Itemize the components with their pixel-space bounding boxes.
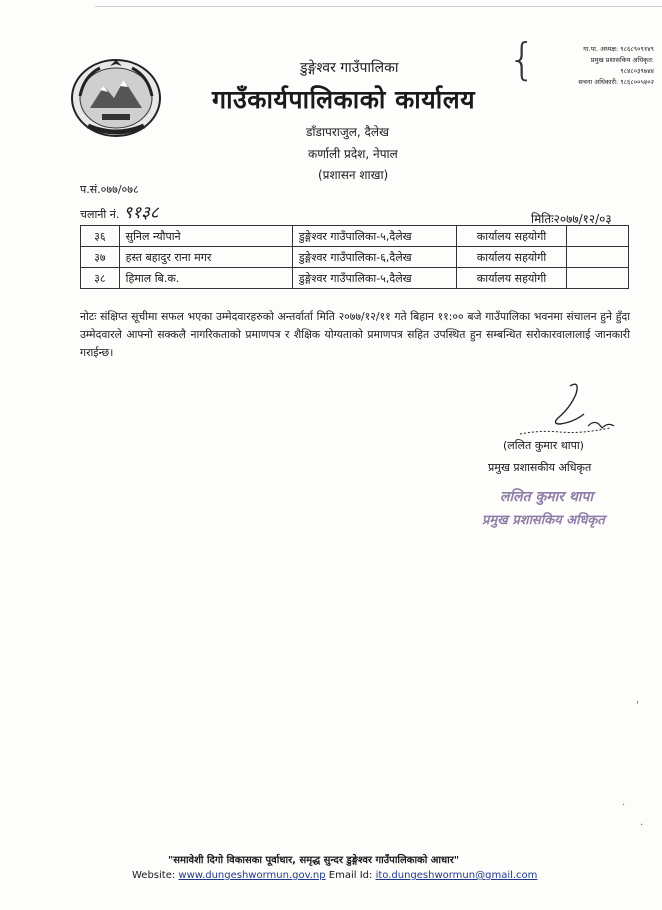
post-cell: कार्यालय सहयोगी	[456, 268, 566, 289]
footer-slogan: "समावेशी दिगो विकासका पूर्वाधार, समृद्ध सुन्दर डुङ्गेश्वर गाउँपालिकाको आधार"	[168, 855, 460, 866]
table-row	[81, 247, 629, 268]
contact-brace: {	[508, 34, 536, 85]
email-link[interactable]: ito.dungeshwormun@gmail.com	[375, 870, 538, 881]
table-row	[81, 226, 629, 247]
email-label: Email Id:	[328, 870, 373, 881]
table-row	[81, 268, 629, 289]
dispatch-handwritten-number: ९१३८	[123, 203, 159, 223]
serial-cell: ३६	[81, 226, 120, 247]
serial-cell: ३८	[81, 268, 120, 289]
footer-contact	[132, 870, 537, 881]
address-cell: डुङ्गेश्वर गाउँपालिका-५,दैलेख	[292, 268, 456, 289]
contact-line: सचना अधिकारी: ९८६८००५४०२	[578, 78, 654, 86]
reference-number: प.सं.०७७/०७८	[80, 183, 139, 196]
contact-block	[522, 44, 654, 88]
address-cell: डुङ्गेश्वर गाउँपालिका-६,दैलेख	[292, 247, 456, 268]
empty-cell	[567, 268, 629, 289]
name-cell: सुनिल न्यौपाने	[119, 226, 292, 247]
municipality-name: डुङ्गेश्वर गाउँपालिका	[300, 60, 399, 76]
notice-paragraph: नोटः संक्षिप्त सूचीमा सफल भएका उम्मेदवारहरुको अन्तर्वार्ता मिति २०७७/१२/११ गते बिहान ११:०० बजे गाउँपालिका भवनमा संचालन हुने हुँदा उम्मेदवारले आफ्नो सक्कलै नागरिकताको प्रमाणपत्र र शैक्षिक योग्यताको प्रमाणपत्र सहित उपस्थित हुन सम्बन्धित सरोकारवालालाई जानकारी गराईन्छ।	[80, 310, 630, 359]
address-line-1: डाँडापराजुल, दैलेख	[306, 125, 389, 139]
scan-speck: '	[636, 700, 639, 711]
signatory-name: (ललित कुमार थापा)	[503, 439, 584, 452]
contact-line: प्रमुख प्रशासकिय अधिकृत:	[590, 56, 654, 64]
post-cell: कार्यालय सहयोगी	[456, 226, 566, 247]
dispatch-number	[80, 200, 159, 223]
serial-cell: ३७	[81, 247, 120, 268]
office-title: गाउँकार्यपालिकाको कार्यालय	[212, 85, 476, 114]
signatory-title: प्रमुख प्रशासकीय अधिकृत	[488, 461, 592, 474]
dispatch-label: चलानी नं.	[80, 208, 120, 221]
branch-name: (प्रशासन शाखा)	[318, 168, 389, 182]
contact-line: गा.पा. अध्यक्ष: ९८६८९०९१४९	[583, 45, 654, 53]
post-cell: कार्यालय सहयोगी	[456, 247, 566, 268]
name-cell: हस्त बहादुर राना मगर	[119, 247, 292, 268]
contact-line: ९८४८०३९७४४	[620, 67, 654, 75]
scan-speck: ·	[640, 820, 644, 831]
scan-edge-line	[95, 6, 662, 7]
address-cell: डुङ्गेश्वर गाउँपालिका-५,दैलेख	[292, 226, 456, 247]
website-label: Website:	[132, 870, 176, 881]
candidate-table	[80, 225, 629, 289]
address-line-2: कर्णाली प्रदेश, नेपाल	[308, 147, 398, 161]
letter-date: मितिः२०७७/१२/०३	[531, 212, 612, 226]
empty-cell	[567, 226, 629, 247]
empty-cell	[567, 247, 629, 268]
scan-speck: ·	[622, 800, 626, 811]
signature-mark	[500, 378, 620, 438]
name-cell: हिमाल बि.क.	[119, 268, 292, 289]
stamp-name: ललित कुमार थापा	[500, 489, 593, 505]
stamp-title: प्रमुख प्रशासकिय अधिकृत	[482, 513, 605, 528]
website-link[interactable]: www.dungeshwormun.gov.np	[178, 870, 326, 881]
nepal-emblem-icon	[70, 56, 162, 138]
